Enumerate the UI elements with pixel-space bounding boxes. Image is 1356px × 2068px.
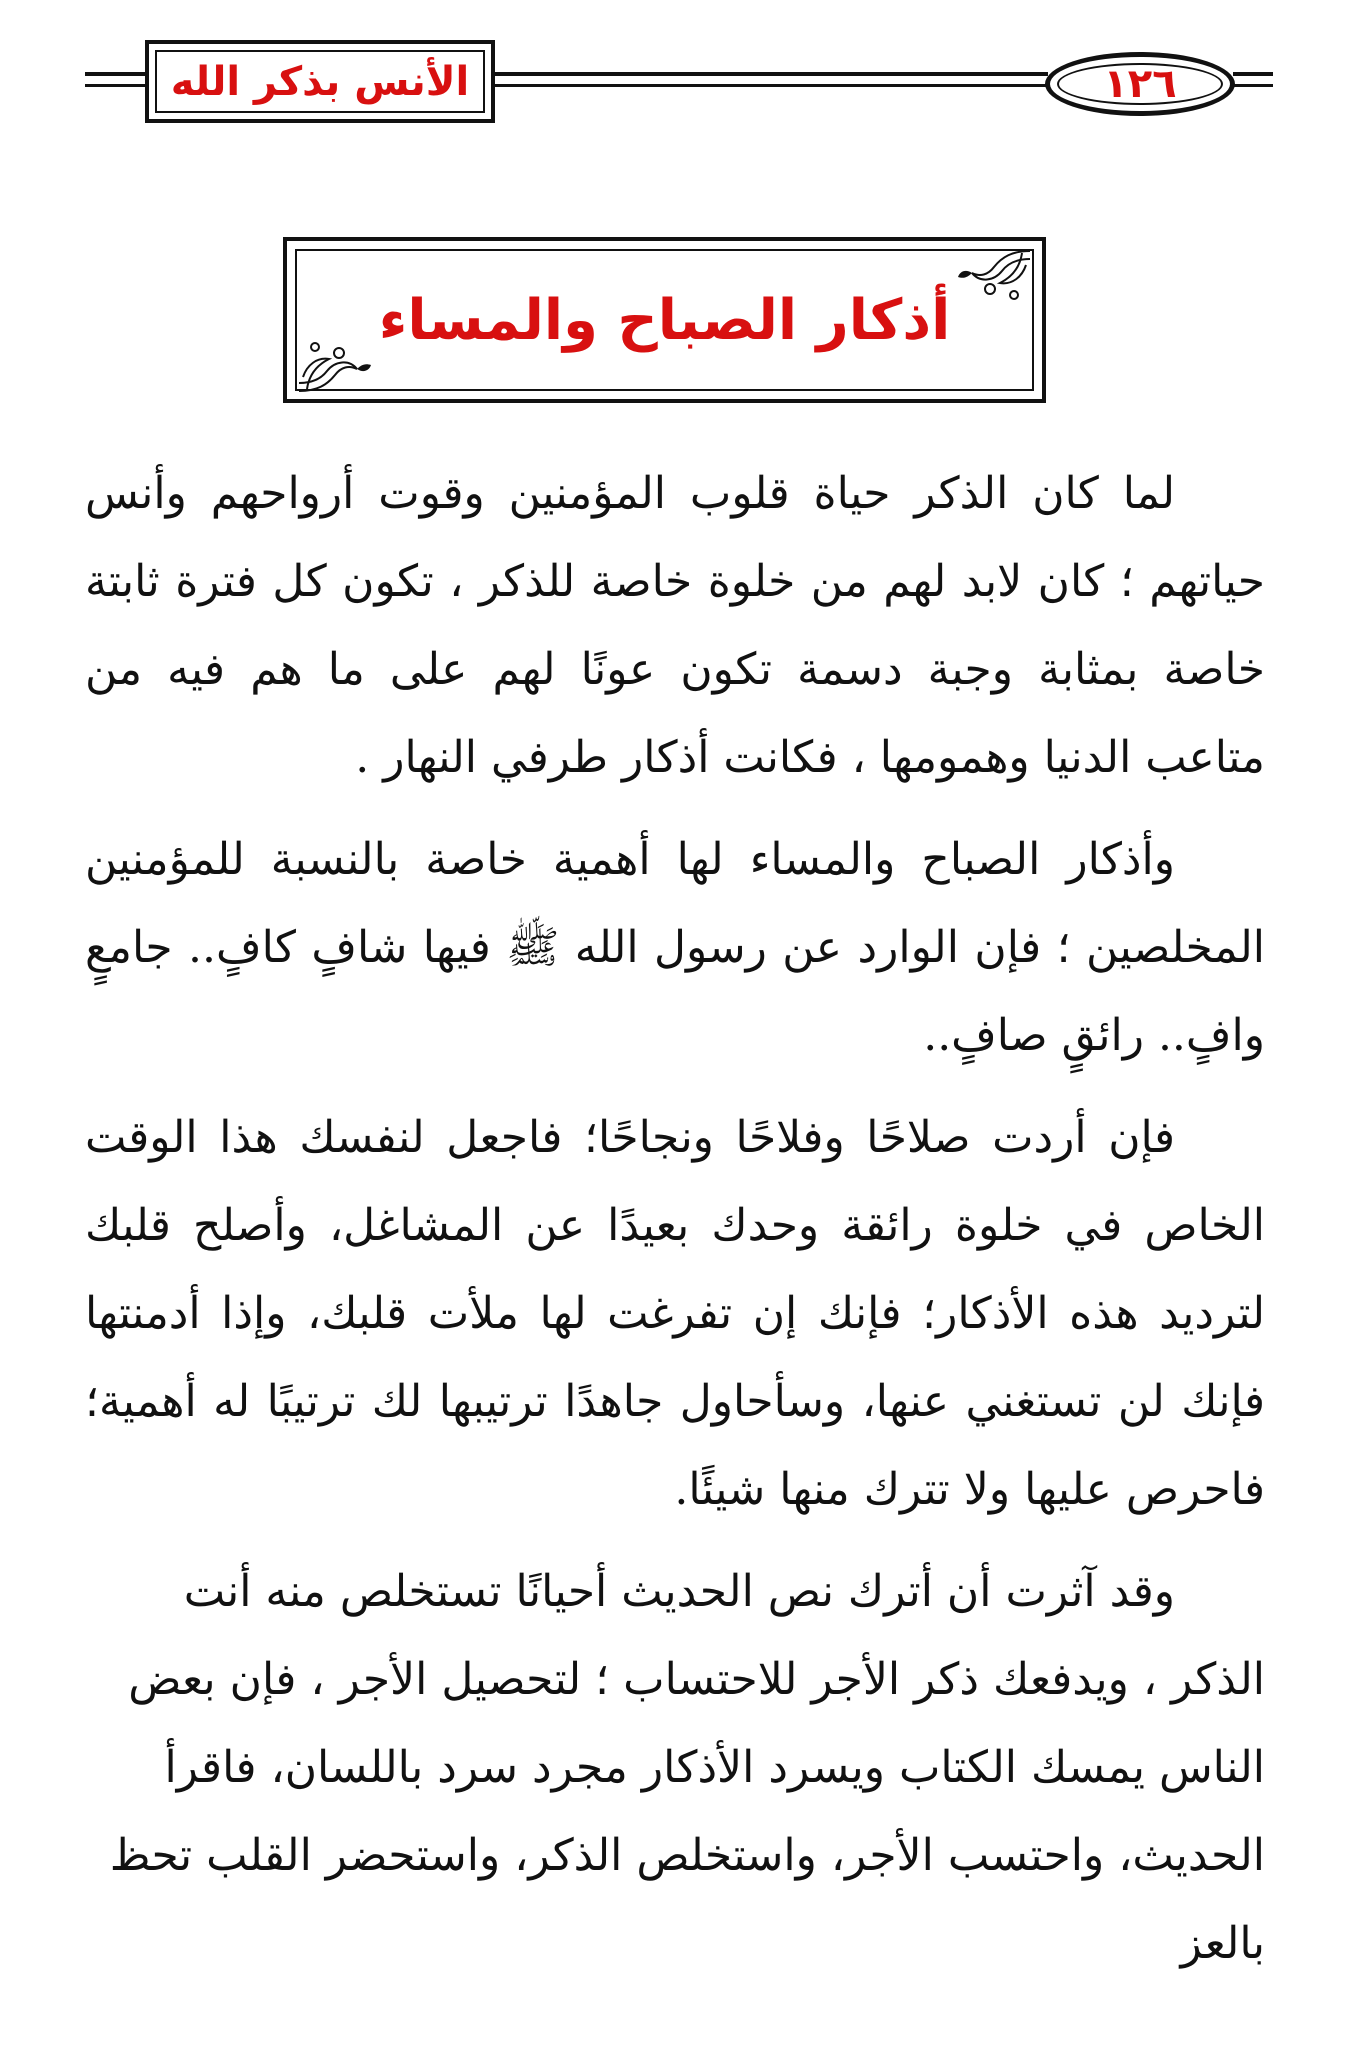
paragraph: لما كان الذكر حياة قلوب المؤمنين وقوت أرواحهم وأنس حياتهم ؛ كان لابد لهم من خلوة خاصة للذكر ، تكون كل فترة ثابتة خاصة بمثابة وجبة دسمة تكون عونًا لهم على ما هم فيه من متاعب الدنيا وهمومها ، فكانت أذكار طرفي النهار . <box>85 468 1265 783</box>
page-number-oval <box>1045 52 1235 116</box>
paragraph: وأذكار الصباح والمساء لها أهمية خاصة بالنسبة للمؤمنين المخلصين ؛ فإن الوارد عن رسول الله ﷺ فيها شافٍ كافٍ.. جامعٍ وافٍ.. رائقٍ صافٍ.. <box>85 834 1265 1061</box>
floral-ornament-icon <box>297 335 387 395</box>
section-title-box <box>283 237 1046 403</box>
book-title-box-inner <box>155 50 485 113</box>
header-rule-left-top <box>85 72 147 76</box>
floral-ornament-icon <box>942 247 1032 307</box>
header-rule-right-bottom <box>1233 84 1273 87</box>
header-rule-mid-bottom <box>493 84 1048 87</box>
header-rule-left-bottom <box>85 84 147 87</box>
header-rule-right-top <box>1233 72 1273 76</box>
page-header <box>0 0 1356 140</box>
book-title: الأنس بذكر الله <box>170 58 470 105</box>
body-text <box>85 450 1265 2002</box>
section-title: أذكار الصباح والمساء <box>378 287 951 353</box>
paragraph: وقد آثرت أن أترك نص الحديث أحيانًا تستخلص منه أنت الذكر ، ويدفعك ذكر الأجر للاحتساب ؛ لتحصيل الأجر ، فإن بعض الناس يمسك الكتاب ويسرد الأذكار مجرد سرد باللسان، فاقرأ الحديث، واحتسب الأجر، واستخلص الذكر، واستحضر القلب تحظ بالعز <box>109 1566 1265 1969</box>
section-title-box-inner <box>295 249 1034 391</box>
book-title-box <box>145 40 495 123</box>
paragraph: فإن أردت صلاحًا وفلاحًا ونجاحًا؛ فاجعل لنفسك هذا الوقت الخاص في خلوة رائقة وحدك بعيدًا عن المشاغل، وأصلح قلبك لترديد هذه الأذكار؛ فإنك إن تفرغت لها ملأت قلبك، وإذا أدمنتها فإنك لن تستغني عنها، وسأحاول جاهدًا ترتيبها لك ترتيبًا له أهمية؛ فاحرص عليها ولا تترك منها شيئًا. <box>85 1112 1265 1515</box>
page-number: ١٢٦ <box>1103 61 1177 107</box>
header-rule-mid-top <box>493 72 1048 76</box>
